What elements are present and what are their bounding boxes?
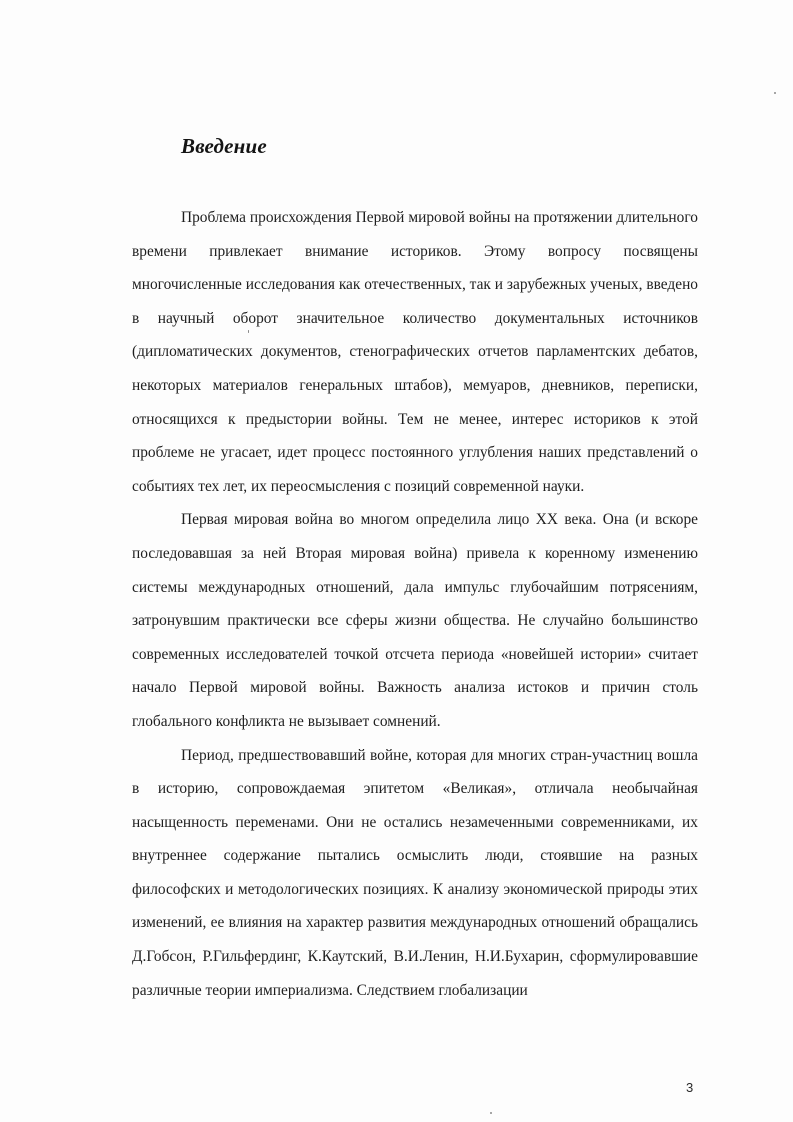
paragraph-1: Проблема происхождения Первой мировой войны на протяжении длительного времени привлекает внимание историков. Этому вопросу посвящены многочисленные исследования как отечественных, так и зарубежных ученых, введено в научный оборот значительное количество документальных источников (дипломатических документов, стенографических отчетов парламентских дебатов, некоторых материалов генеральных штабов), мемуаров, дневников, переписки, относящихся к предыстории войны. Тем не менее, интерес историков к этой проблеме не угасает, идет процесс постоянного углубления наших представлений о событиях тех лет, их переосмысления с позиций современной науки. bbox=[132, 209, 698, 495]
body-text bbox=[132, 201, 698, 1007]
scan-speck bbox=[774, 92, 776, 94]
scan-speck bbox=[490, 1112, 492, 1114]
page-number: 3 bbox=[686, 1080, 694, 1095]
paragraph-3: Период, предшествовавший войне, которая для многих стран-участниц вошла в историю, сопровождаемая эпитетом «Великая», отличала необычайная насыщенность переменами. Они не остались незамеченными современниками, их внутреннее содержание пытались осмыслить люди, стоявшие на разных философских и методологических позициях. К анализу экономической природы этих изменений, ее влияния на характер развития международных отношений обращались Д.Гобсон, Р.Гильфердинг, К.Каутский, В.И.Ленин, Н.И.Бухарин, сформулировавшие различные теории империализма. Следствием глобализации bbox=[132, 746, 698, 999]
paragraph-2: Первая мировая война во многом определила лицо XX века. Она (и вскоре последовавшая за ней Вторая мировая война) привела к коренному изменению системы международных отношений, дала импульс глубочайшим потрясениям, затронувшим практически все сферы жизни общества. Не случайно большинство современных исследователей точкой отсчета периода «новейшей истории» считает начало Первой мировой войны. Важность анализа истоков и причин столь глобального конфликта не вызывает сомнений. bbox=[132, 511, 698, 730]
section-heading: Введение bbox=[181, 134, 267, 158]
scan-speck bbox=[248, 330, 249, 333]
